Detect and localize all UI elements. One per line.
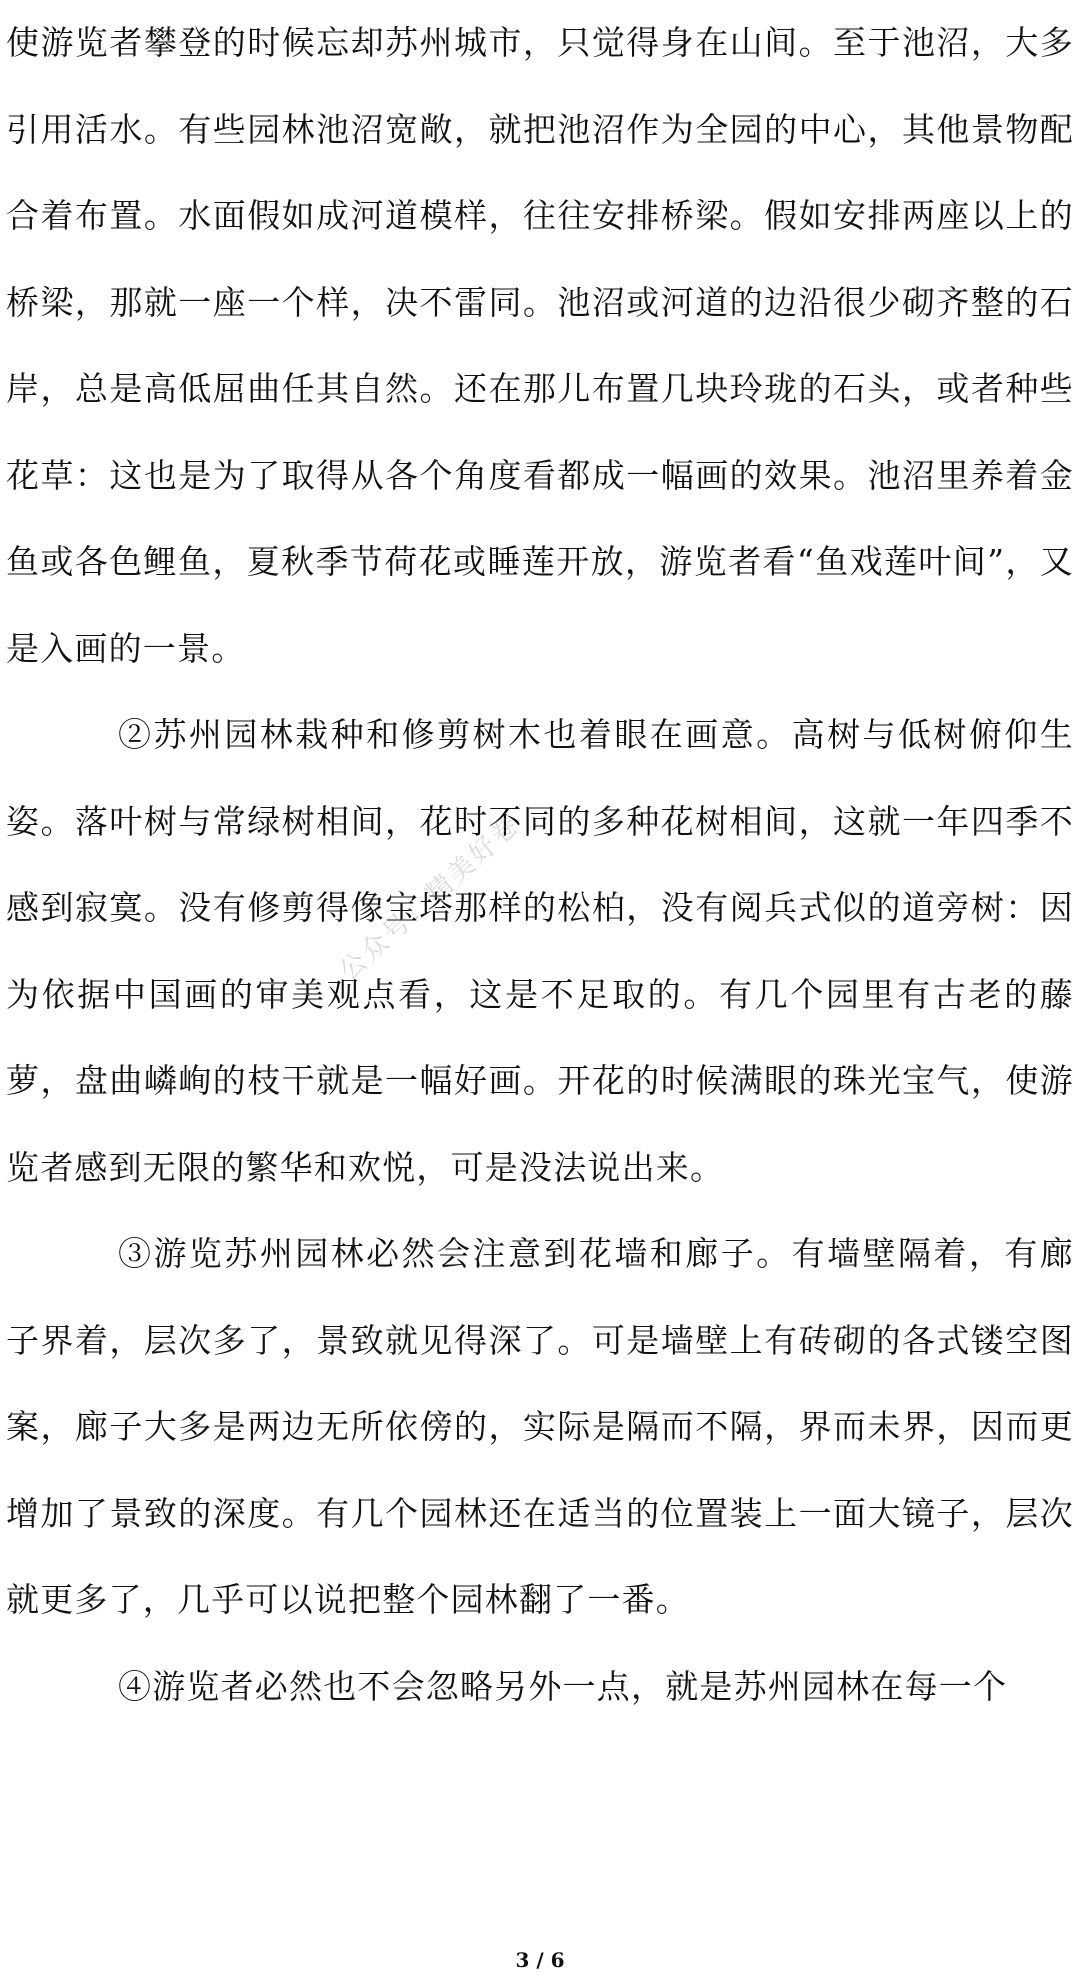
paragraph-4: ④游览者必然也不会忽略另外一点，就是苏州园林在每一个 [118, 1666, 1008, 1706]
paragraph-1: 使游览者攀登的时候忘却苏州城市，只觉得身在山间。至于池沼，大多引用活水。有些园林池沼宽敞，就把池沼作为全园的中心，其他景物配合着布置。水面假如成河道模样，往往安排桥梁。假如安排两座以上的桥梁，那就一座一个样，决不雷同。池沼或河道的边沿很少砌齐整的石岸，总是高低屈曲任其自然。还在那儿布置几块玲珑的石头，或者种些花草：这也是为了取得从各个角度看都成一幅画的效果。池沼里养着金鱼或各色鲤鱼，夏秋季节荷花或睡莲开放，游览者看“鱼戏莲叶间”，又是入画的一景。 [6, 23, 1074, 668]
paragraph-3: ③游览苏州园林必然会注意到花墙和廊子。有墙壁隔着，有廊子界着，层次多了，景致就见得深了。可是墙壁上有砖砌的各式镂空图案，廊子大多是两边无所依傍的，实际是隔而不隔，界而未界，因而更增加了景致的深度。有几个园林还在适当的位置装上一面大镜子，层次就更多了，几乎可以说把整个园林翻了一番。 [6, 1234, 1074, 1619]
watermark: 公众号：精美好卷 [334, 809, 527, 987]
paragraph-2: ②苏州园林栽种和修剪树木也着眼在画意。高树与低树俯仰生姿。落叶树与常绿树相间，花时不同的多种花树相间，这就一年四季不感到寂寞。没有修剪得像宝塔那样的松柏，没有阅兵式似的道旁树：因为依据中国画的审美观点看，这是不足取的。有几个园里有古老的藤萝，盘曲嶙峋的枝干就是一幅好画。开花的时候满眼的珠光宝气，使游览者感到无限的繁华和欢悦，可是没法说出来。 [6, 715, 1074, 1187]
page-number: 3 / 6 [515, 1948, 565, 1972]
body-text [6, 0, 1074, 1730]
